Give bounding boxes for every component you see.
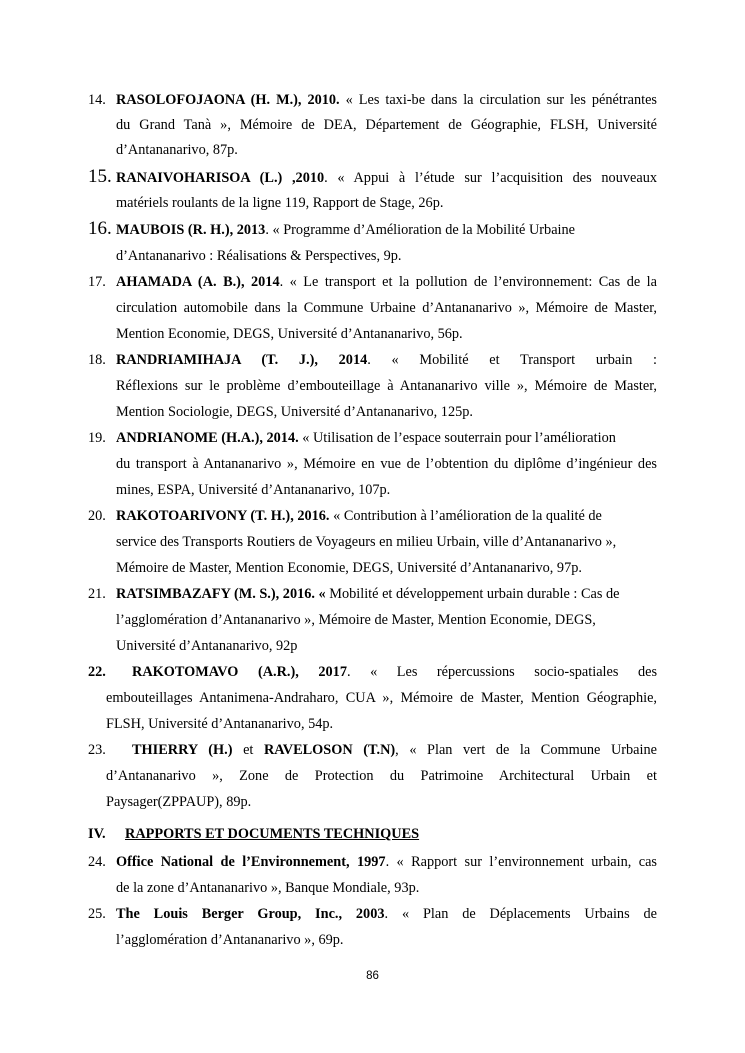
- reference-line: Université d’Antananarivo, 92p: [116, 638, 298, 654]
- reference-line: Mention Sociologie, DEGS, Université d’Antananarivo, 125p.: [116, 404, 473, 420]
- reference-line: l’agglomération d’Antananarivo », 69p.: [116, 932, 344, 948]
- reference-line: mines, ESPA, Université d’Antananarivo, 107p.: [116, 482, 391, 498]
- reference-number: 16.: [88, 218, 112, 239]
- reference-line: du Grand Tanà », Mémoire de DEA, Département de Géographie, FLSH, Université: [116, 117, 657, 133]
- reference-line: Réflexions sur le problème d’embouteillage à Antananarivo ville », Mémoire de Master,: [116, 378, 657, 394]
- reference-line: d’Antananarivo, 87p.: [116, 142, 238, 158]
- reference-number: 19.: [88, 430, 106, 446]
- reference-line: service des Transports Routiers de Voyageurs en milieu Urbain, ville d’Antananarivo »,: [116, 534, 617, 550]
- reference-line: RAKOTOMAVO (A.R.), 2017. « Les répercussions socio-spatiales des: [132, 664, 657, 680]
- reference-author: RANDRIAMIHAJA (T. J.), 2014: [116, 352, 368, 368]
- reference-line: MAUBOIS (R. H.), 2013. « Programme d’Amélioration de la Mobilité Urbaine: [116, 222, 576, 238]
- reference-number: 17.: [88, 274, 106, 290]
- reference-line: du transport à Antananarivo », Mémoire en vue de l’obtention du diplôme d’ingénieur des: [116, 456, 657, 472]
- reference-author: AHAMADA (A. B.), 2014: [116, 274, 280, 290]
- reference-number: 18.: [88, 352, 106, 368]
- reference-author: RASOLOFOJAONA (H. M.), 2010.: [116, 92, 340, 108]
- reference-author: ANDRIANOME (H.A.), 2014.: [116, 430, 299, 446]
- reference-author: RANAIVOHARISOA (L.) ,2010: [116, 170, 325, 186]
- reference-number: 25.: [88, 906, 106, 922]
- reference-number: 22.: [88, 664, 106, 680]
- reference-number: 23.: [88, 742, 106, 758]
- reference-author: RAKOTOMAVO (A.R.), 2017: [132, 664, 347, 680]
- reference-line: The Louis Berger Group, Inc., 2003. « Plan de Déplacements Urbains de: [116, 906, 657, 922]
- reference-line: RANDRIAMIHAJA (T. J.), 2014. « Mobilité et Transport urbain :: [116, 352, 657, 368]
- reference-line: RAKOTOARIVONY (T. H.), 2016. « Contribution à l’amélioration de la qualité de: [116, 508, 602, 524]
- reference-line: embouteillages Antanimena-Andraharo, CUA », Mémoire de Master, Mention Géographie,: [106, 690, 657, 706]
- reference-line: l’agglomération d’Antananarivo », Mémoire de Master, Mention Economie, DEGS,: [116, 612, 596, 628]
- reference-line: RASOLOFOJAONA (H. M.), 2010. « Les taxi-be dans la circulation sur les pénétrantes: [116, 92, 657, 108]
- reference-line: FLSH, Université d’Antananarivo, 54p.: [106, 716, 334, 732]
- reference-line: ANDRIANOME (H.A.), 2014. « Utilisation de l’espace souterrain pour l’amélioration: [116, 430, 616, 446]
- section-heading: [88, 825, 420, 843]
- reference-author: THIERRY (H.): [132, 742, 233, 758]
- reference-number: 15.: [88, 166, 112, 187]
- reference-line: de la zone d’Antananarivo », Banque Mondiale, 93p.: [116, 880, 420, 896]
- reference-author: RATSIMBAZAFY (M. S.), 2016. «: [116, 586, 326, 602]
- section-title: RAPPORTS ET DOCUMENTS TECHNIQUES: [125, 826, 420, 842]
- reference-line: Office National de l’Environnement, 1997. « Rapport sur l’environnement urbain, cas: [116, 854, 657, 870]
- reference-author: RAVELOSON (T.N): [263, 742, 396, 758]
- reference-number: 20.: [88, 508, 106, 524]
- reference-line: matériels roulants de la ligne 119, Rapport de Stage, 26p.: [116, 195, 444, 211]
- section-numeral: IV.: [88, 826, 106, 842]
- reference-author: RAKOTOARIVONY (T. H.), 2016.: [116, 508, 330, 524]
- reference-line: AHAMADA (A. B.), 2014. « Le transport et la pollution de l’environnement: Cas de la: [116, 274, 657, 290]
- reference-line: d’Antananarivo : Réalisations & Perspectives, 9p.: [116, 248, 402, 264]
- reference-author: Office National de l’Environnement, 1997: [116, 854, 386, 870]
- reference-line: Mémoire de Master, Mention Economie, DEGS, Université d’Antananarivo, 97p.: [116, 560, 582, 576]
- reference-line: Mention Economie, DEGS, Université d’Antananarivo, 56p.: [116, 326, 463, 342]
- reference-line: THIERRY (H.) et RAVELOSON (T.N), « Plan vert de la Commune Urbaine: [132, 742, 657, 758]
- reference-author: The Louis Berger Group, Inc., 2003: [116, 906, 385, 922]
- reference-line: circulation automobile dans la Commune Urbaine d’Antananarivo », Mémoire de Master,: [116, 300, 657, 316]
- reference-number: 21.: [88, 586, 106, 602]
- reference-author: MAUBOIS (R. H.), 2013: [116, 222, 266, 238]
- reference-line: RATSIMBAZAFY (M. S.), 2016. « Mobilité et développement urbain durable : Cas de: [116, 586, 620, 602]
- reference-number: 14.: [88, 92, 106, 108]
- reference-line: d’Antananarivo », Zone de Protection du Patrimoine Architectural Urbain et: [106, 768, 657, 784]
- reference-line: Paysager(ZPPAUP), 89p.: [106, 794, 252, 810]
- page-number: 86: [366, 970, 379, 982]
- reference-number: 24.: [88, 854, 106, 870]
- reference-line: RANAIVOHARISOA (L.) ,2010. « Appui à l’étude sur l’acquisition des nouveaux: [116, 170, 657, 186]
